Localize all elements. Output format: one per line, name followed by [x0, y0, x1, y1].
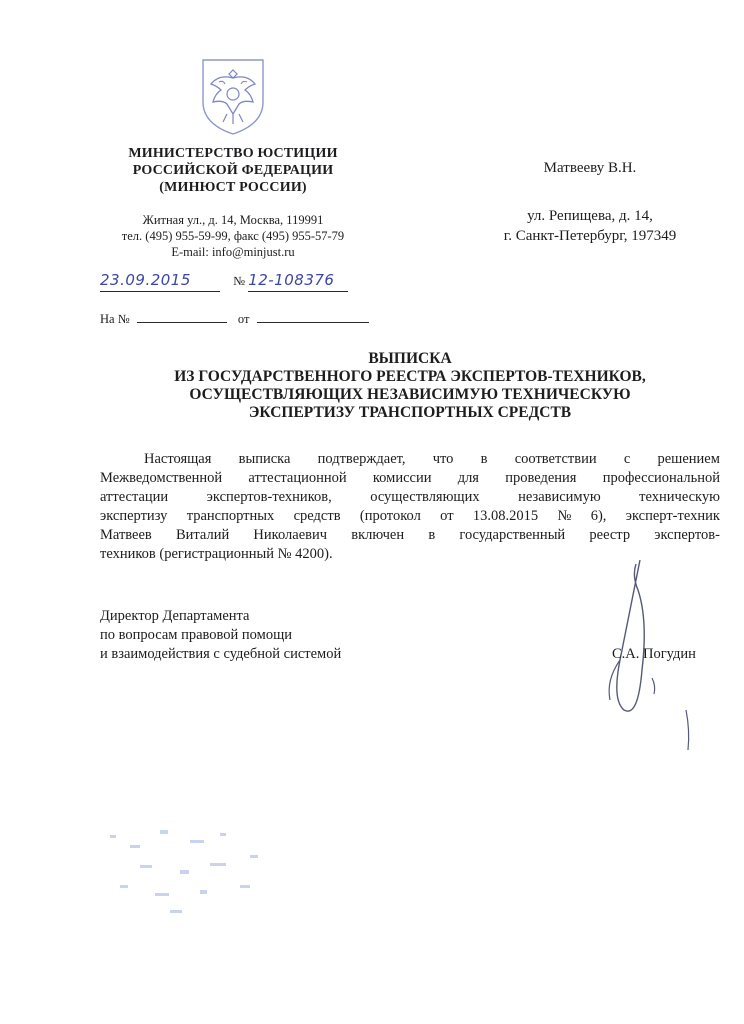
signer-name: С.А. Погудин — [612, 646, 696, 662]
body-line: Матвеев Виталий Николаевич включен в государственный реестр экспертов- — [100, 527, 720, 543]
ministry-contacts — [108, 212, 358, 260]
document-title — [100, 350, 720, 422]
ministry-address: Житная ул., д. 14, Москва, 119991 — [142, 213, 324, 227]
registration-number: 12-108376 — [248, 271, 335, 289]
registration-date: 23.09.2015 — [100, 271, 191, 289]
ministry-name — [108, 145, 358, 196]
title-line: ОСУЩЕСТВЛЯЮЩИХ НЕЗАВИСИМУЮ ТЕХНИЧЕСКУЮ — [189, 386, 631, 403]
ministry-phones: тел. (495) 955-59-99, факс (495) 955-57-79 — [121, 229, 345, 243]
reference-line — [100, 308, 369, 328]
registration-line — [100, 270, 348, 290]
ministry-email: E-mail: info@minjust.ru — [171, 245, 295, 259]
recipient-name: Матвееву В.Н. — [543, 160, 637, 176]
reference-label: На № — [100, 312, 130, 326]
document-body — [100, 450, 720, 564]
reference-from-label: от — [237, 312, 250, 326]
ministry-line: РОССИЙСКОЙ ФЕДЕРАЦИИ — [132, 163, 334, 178]
title-line: ИЗ ГОСУДАРСТВЕННОГО РЕЕСТРА ЭКСПЕРТОВ-ТЕХНИКОВ, — [174, 368, 646, 385]
body-line: Межведомственной аттестационной комиссии для проведения профессиональной — [100, 470, 720, 486]
signer-title: Директор Департамента по вопросам правовой помощи и взаимодействия с судебной системой — [100, 608, 342, 662]
body-line: техников (регистрационный № 4200). — [100, 546, 333, 562]
faded-stamp-icon — [100, 815, 290, 925]
body-line: экспертизу транспортных средств (протокол от 13.08.2015 № 6), эксперт-техник — [100, 508, 720, 524]
registration-number-label: № — [233, 274, 246, 288]
title-line: ВЫПИСКА — [368, 350, 452, 367]
ministry-line: (МИНЮСТ РОССИИ) — [159, 180, 307, 195]
recipient-block — [470, 158, 710, 246]
recipient-city: г. Санкт-Петербург, 197349 — [503, 228, 677, 244]
body-line: Настоящая выписка подтверждает, что в соответствии с решением — [144, 451, 720, 467]
coat-of-arms-icon — [197, 56, 269, 136]
title-line: ЭКСПЕРТИЗУ ТРАНСПОРТНЫХ СРЕДСТВ — [248, 404, 572, 421]
body-line: аттестации экспертов-техников, осуществляющих независимую техническую — [100, 489, 720, 505]
recipient-street: ул. Репищева, д. 14, — [527, 208, 653, 224]
ministry-line: МИНИСТЕРСТВО ЮСТИЦИИ — [128, 146, 338, 161]
